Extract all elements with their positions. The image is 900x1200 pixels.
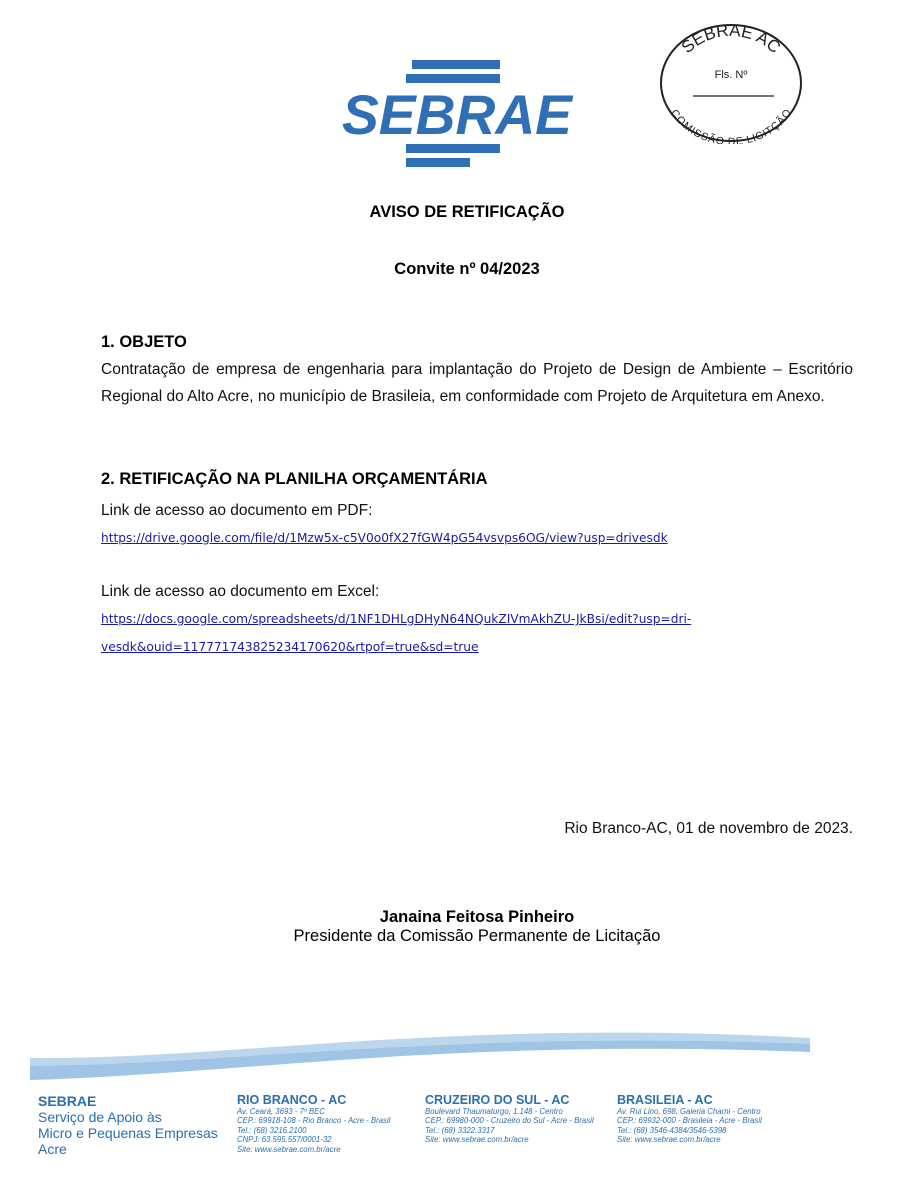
- footer-address-line: Site: www.sebrae.com.br/acre: [617, 1135, 721, 1145]
- footer-address-line: Site: www.sebrae.com.br/acre: [425, 1135, 529, 1145]
- footer-org: [38, 1093, 218, 1157]
- stamp-arc-top: SEBRAE AC: [677, 22, 785, 58]
- footer-org-line: Acre: [38, 1141, 67, 1157]
- date-line: Rio Branco-AC, 01 de novembro de 2023.: [564, 820, 853, 837]
- footer-address-line: Tel.: (68) 3546-4384/3546-5398: [617, 1125, 727, 1135]
- footer-org-line: Micro e Pequenas Empresas: [38, 1125, 218, 1141]
- footer-cruzeiro-do-sul: [425, 1093, 594, 1145]
- section-objeto: [101, 333, 853, 410]
- footer-cruzeiro-title: CRUZEIRO DO SUL - AC: [425, 1093, 570, 1107]
- excel-link-line-2[interactable]: vesdk&ouid=117771743825234170620&rtpof=true&sd=true: [101, 640, 479, 654]
- footer-address-line: CEP.: 69918-108 - Rio Branco - Acre - Brasil: [237, 1116, 391, 1126]
- footer-address-line: Av. Rui Lino, 698, Galeria Charni - Centro: [617, 1107, 761, 1116]
- sebrae-logo-graphic: [340, 60, 575, 172]
- stamp-arc-bottom: COMISSÃO DE LICITÇÃO: [668, 107, 794, 144]
- section-retificacao-title: 2. RETIFICAÇÃO NA PLANILHA ORÇAMENTÁRIA: [101, 470, 488, 488]
- footer-wave: [30, 1020, 810, 1090]
- footer-address-line: Site: www.sebrae.com.br/acre: [237, 1144, 341, 1154]
- signatory-name: Janaina Feitosa Pinheiro: [379, 908, 575, 926]
- footer-address-line: CEP.: 69980-000 - Cruzeiro do Sul - Acre - Brasil: [425, 1116, 594, 1126]
- excel-link-label: Link de acesso ao documento em Excel:: [101, 583, 380, 600]
- footer-org-title: SEBRAE: [38, 1093, 97, 1109]
- excel-link[interactable]: [101, 605, 853, 661]
- stamp-label: Fls. Nº: [714, 69, 748, 81]
- footer-org-line: Serviço de Apoio às: [38, 1109, 162, 1125]
- section-objeto-body: Contratação de empresa de engenharia para implantação do Projeto de Design de Ambiente – Escritório Regional do Alto Acre, no município de Brasileia, em conformidade com Projeto de Arquitetura em Anexo.: [101, 361, 853, 405]
- document-subtitle: Convite nº 04/2023: [394, 260, 540, 278]
- sebrae-logo: [340, 60, 575, 172]
- pdf-link[interactable]: https://drive.google.com/file/d/1Mzw5x-c5V0o0fX27fGW4pG54vsvps6OG/view?usp=drivesdk: [101, 531, 668, 545]
- pdf-link-label: Link de acesso ao documento em PDF:: [101, 502, 373, 519]
- section-retificacao: [101, 470, 853, 661]
- footer-address-line: Boulevard Thaumaturgo, 1.148 - Centro: [425, 1107, 563, 1116]
- signatory-role: Presidente da Comissão Permanente de Licitação: [293, 927, 661, 945]
- protocol-stamp: [658, 22, 804, 144]
- footer-address-line: CNPJ: 63.595.557/0001-32: [237, 1135, 332, 1145]
- footer-brasileia: [617, 1093, 762, 1145]
- footer-brasileia-title: BRASILEIA - AC: [617, 1093, 713, 1107]
- excel-link-line-1[interactable]: https://docs.google.com/spreadsheets/d/1NF1DHLgDHyN64NQukZIVmAkhZU-JkBsi/edit?usp=dri-: [101, 612, 692, 626]
- footer-address-line: Tel.: (68) 3216.2100: [237, 1125, 307, 1135]
- footer-address-line: Tel.: (68) 3322.3317: [425, 1125, 495, 1135]
- signature-block: [0, 908, 900, 946]
- footer-address-line: Av. Ceará, 3693 - 7º BEC: [237, 1107, 325, 1116]
- section-objeto-title: 1. OBJETO: [101, 333, 187, 351]
- footer-rio-branco-title: RIO BRANCO - AC: [237, 1093, 347, 1107]
- footer-rio-branco: [237, 1093, 390, 1154]
- footer-address-line: CEP.: 69932-000 - Brasileia - Acre - Brasil: [617, 1116, 762, 1126]
- document-title: AVISO DE RETIFICAÇÃO: [369, 203, 565, 221]
- logo-text: SEBRAE: [342, 83, 574, 146]
